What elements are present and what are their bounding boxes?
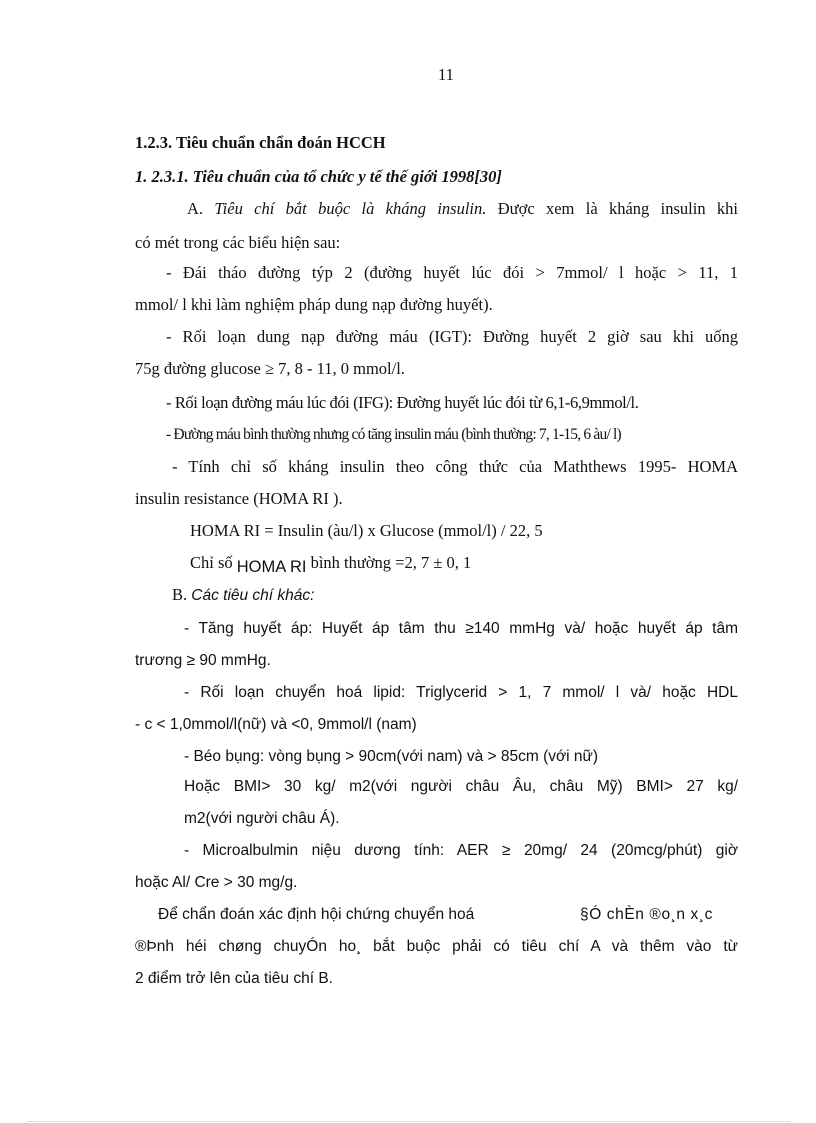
criteria-b-item-bmi-continued: m2(với người châu Á). (184, 810, 340, 827)
homa-formula: HOMA RI = Insulin (àu/l) x Glucose (mmol/l) / 22, 5 (190, 521, 543, 540)
criteria-b-item-bmi: Hoặc BMI> 30 kg/ m2(với người châu Âu, châu Mỹ) BMI> 27 kg/ (184, 778, 738, 795)
conclusion-line-3: 2 điểm trở lên của tiêu chí B. (135, 970, 333, 987)
criteria-a-item-diabetes: - Đái tháo đường týp 2 (đường huyết lúc đói > 7mmol/ l hoặc > 11, 1 (166, 263, 738, 282)
criteria-a-title: Tiêu chí bắt buộc là kháng insulin. (214, 199, 487, 218)
criteria-a-intro-text: Được xem là kháng insulin khi (497, 199, 738, 218)
criteria-a-item-homa-continued: insulin resistance (HOMA RI ). (135, 489, 343, 508)
criteria-a-item-igt-continued: 75g đường glucose ≥ 7, 8 - 11, 0 mmol/l. (135, 359, 405, 378)
criteria-b-item-hypertension-continued: trương ≥ 90 mmHg. (135, 652, 271, 669)
homa-normal-rest: bình thường =2, 7 ± 0, 1 (310, 553, 472, 572)
conclusion-line-2: ®Þnh héi chøng chuyÓn ho¸ bắt buộc phải có tiêu chí A và thêm vào từ (135, 938, 738, 955)
criteria-b-item-lipid-continued: - c < 1,0mmol/l(nữ) và <0, 9mmol/l (nam) (135, 716, 417, 733)
footer-divider (28, 1121, 790, 1122)
criteria-a-item-homa: - Tính chỉ số kháng insulin theo công thức của Maththews 1995- HOMA (172, 457, 738, 476)
criteria-a-label: A. (187, 199, 204, 218)
criteria-b-item-microalbumin-continued: hoặc Al/ Cre > 30 mg/g. (135, 874, 298, 891)
homa-normal-value (190, 552, 471, 574)
criteria-b-item-lipid: - Rối loạn chuyển hoá lipid: Triglycerid > 1, 7 mmol/ l và/ hoặc HDL (184, 684, 738, 701)
criteria-a-item-igt: - Rối loạn dung nạp đường máu (IGT): Đường huyết 2 giờ sau khi uống (166, 327, 738, 346)
homa-normal-subscript: HOMA RI (236, 558, 307, 576)
criteria-a-intro (187, 198, 738, 220)
criteria-a-item-ifg: - Rối loạn đường máu lúc đói (IFG): Đường huyết lúc đói từ 6,1-6,9mmol/l. (166, 393, 639, 412)
criteria-b-heading (172, 584, 314, 607)
page-number: 11 (438, 65, 454, 84)
criteria-a-item-diabetes-continued: mmol/ l khi làm nghiệm pháp dung nạp đường huyết). (135, 295, 493, 314)
conclusion-line-1: Để chẩn đoán xác định hội chứng chuyển hoá (158, 906, 475, 923)
criteria-b-item-waist: - Béo bụng: vòng bụng > 90cm(với nam) và > 85cm (với nữ) (184, 748, 599, 765)
criteria-b-item-hypertension: - Tăng huyết áp: Huyết áp tâm thu ≥140 mmHg và/ hoặc huyết áp tâm (184, 620, 738, 637)
section-heading: 1.2.3. Tiêu chuẩn chẩn đoán HCCH (135, 133, 386, 152)
criteria-b-item-microalbumin: - Microalbulmin niệu dương tính: AER ≥ 20mg/ 24 (20mcg/phút) giờ (184, 842, 738, 859)
criteria-a-intro-continued: có mét trong các biểu hiện sau: (135, 233, 341, 252)
homa-normal-prefix: Chỉ số (190, 553, 233, 572)
criteria-b-title: Các tiêu chí khác: (191, 587, 315, 604)
criteria-b-label: B. (172, 585, 188, 604)
criteria-a-item-insulin: - Đường máu bình thường nhưng có tăng insulin máu (bình thường: 7, 1-15, 6 àu/ l) (166, 426, 621, 443)
conclusion-line-1-garbled: §Ó chÈn ®o¸n x¸c (580, 906, 714, 923)
subsection-heading: 1. 2.3.1. Tiêu chuẩn của tổ chức y tế thế giới 1998[30] (135, 167, 502, 186)
